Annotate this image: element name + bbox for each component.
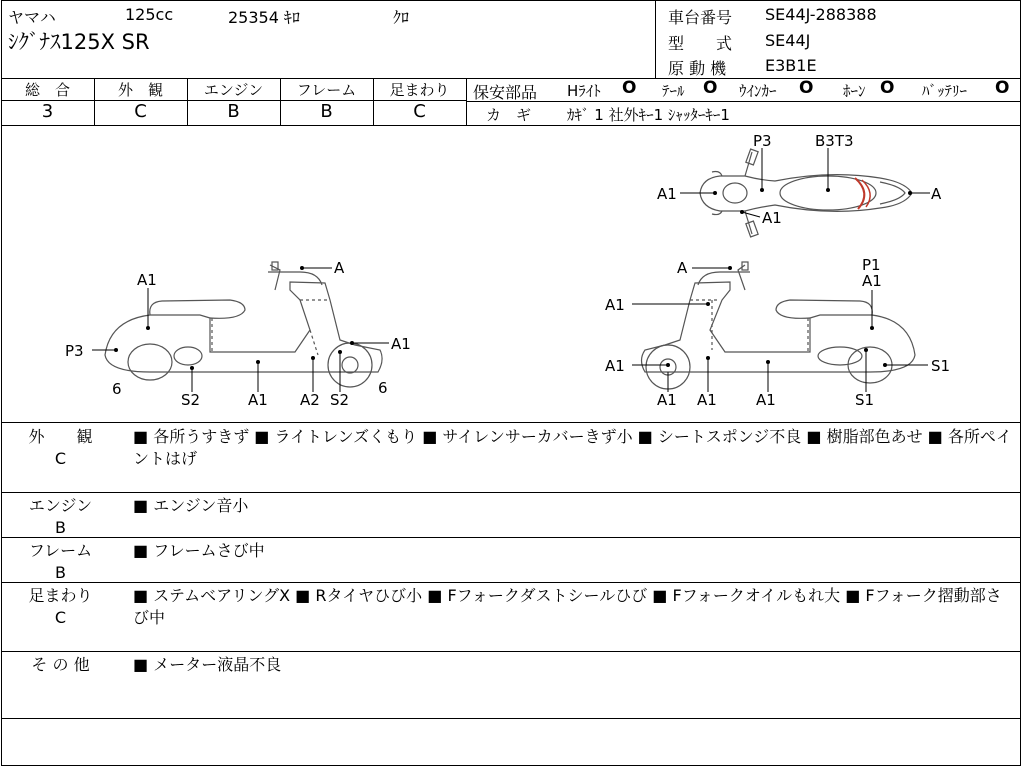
model-name: ｼｸﾞﾅｽ125X SR bbox=[8, 30, 150, 54]
safety-horn-label: ﾎｰﾝ bbox=[843, 82, 866, 100]
grade-exterior-value: C bbox=[134, 101, 147, 122]
top-a-right-label: A bbox=[931, 185, 942, 203]
left-six-right-label: 6 bbox=[378, 379, 388, 397]
safety-parts-label: 保安部品 bbox=[473, 83, 538, 102]
keys-value: ｶｷﾞ 1 社外ｷｰ1 ｼｬｯﾀｰｷｰ1 bbox=[567, 106, 730, 124]
right-a1-wheel-label: A1 bbox=[605, 357, 625, 375]
grade-engine-label: エンジン bbox=[203, 81, 264, 99]
grade-engine-value: B bbox=[227, 101, 240, 122]
divider bbox=[1, 651, 1021, 652]
notes-frame-head: フレーム B bbox=[28, 541, 93, 582]
right-a1-b1-label: A1 bbox=[657, 391, 677, 409]
divider bbox=[1, 422, 1021, 423]
top-b3t3-label: B3T3 bbox=[815, 132, 854, 150]
left-s2-label: S2 bbox=[181, 391, 201, 409]
divider bbox=[1, 718, 1021, 719]
notes-exterior-text: ■ 各所うすきず ■ ライトレンズくもり ■ サイレンサーカバーきず小 ■ シートスポンジ不良 ■ 樹脂部色あせ ■ 各所ペイントはげ bbox=[133, 427, 1012, 468]
grade-suspension-value: C bbox=[413, 101, 426, 122]
safety-winker-mark: O bbox=[799, 78, 814, 98]
left-six-label: 6 bbox=[112, 380, 122, 398]
notes-engine-text: ■ エンジン音小 bbox=[133, 496, 249, 515]
left-a1-right-label: A1 bbox=[391, 335, 411, 353]
frame-number: SE44J-288388 bbox=[765, 5, 877, 24]
left-p3-label: P3 bbox=[65, 342, 84, 360]
notes-other-head: そ の 他 bbox=[31, 655, 90, 674]
notes-suspension-head: 足まわり C bbox=[28, 586, 93, 627]
right-a1-left-label: A1 bbox=[605, 296, 625, 314]
right-a-top-label: A bbox=[677, 259, 688, 277]
left-a1-bottom-label: A1 bbox=[248, 391, 268, 409]
left-a1-top-label: A1 bbox=[137, 271, 157, 289]
divider bbox=[466, 101, 1021, 102]
safety-battery-mark: O bbox=[995, 78, 1010, 98]
top-a1-bottom-label: A1 bbox=[762, 209, 782, 227]
engine-label: 原 動 機 bbox=[668, 59, 727, 78]
grade-overall-value: 3 bbox=[41, 101, 54, 122]
type-value: SE44J bbox=[765, 31, 811, 50]
safety-horn-mark: O bbox=[880, 78, 895, 98]
grade-frame-value: B bbox=[320, 101, 333, 122]
safety-taillight-label: ﾃｰﾙ bbox=[662, 82, 685, 100]
grade-frame-label: フレーム bbox=[296, 81, 357, 99]
right-s1-bottom-label: S1 bbox=[855, 391, 875, 409]
type-label: 型 式 bbox=[668, 34, 733, 53]
left-a2-label: A2 bbox=[300, 391, 320, 409]
divider bbox=[1, 582, 1021, 583]
mileage: 25354 ｷﾛ bbox=[228, 8, 300, 27]
divider bbox=[655, 0, 656, 78]
damage-diagram bbox=[0, 126, 1022, 422]
divider bbox=[1, 492, 1021, 493]
grade-suspension-label: 足まわり bbox=[389, 81, 450, 99]
divider bbox=[1, 537, 1021, 538]
displacement: 125cc bbox=[125, 5, 174, 24]
safety-battery-label: ﾊﾞｯﾃﾘｰ bbox=[922, 82, 968, 100]
grade-overall-label: 総 合 bbox=[24, 81, 70, 99]
notes-other-text: ■ メーター液晶不良 bbox=[133, 655, 282, 674]
right-s1-label: S1 bbox=[931, 357, 951, 375]
top-view-scooter bbox=[700, 149, 912, 237]
left-s2-right-label: S2 bbox=[330, 391, 350, 409]
right-a1-b2-label: A1 bbox=[697, 391, 717, 409]
safety-taillight-mark: O bbox=[703, 78, 718, 98]
frame-label: 車台番号 bbox=[668, 8, 733, 27]
safety-headlight-label: Hﾗｲﾄ bbox=[567, 82, 601, 100]
notes-engine-head: エンジン B bbox=[28, 496, 93, 537]
engine-value: E3B1E bbox=[765, 56, 817, 75]
safety-winker-label: ｳｲﾝｶｰ bbox=[739, 82, 777, 100]
color: ｸﾛ bbox=[393, 8, 410, 27]
maker: ヤマハ bbox=[8, 8, 56, 27]
keys-label: カ ギ bbox=[486, 106, 532, 124]
notes-exterior-head: 外 観 C bbox=[28, 427, 93, 468]
notes-suspension-text: ■ ステムベアリングX ■ Rタイヤひび小 ■ Fフォークダストシールひび ■ Fフォークオイルもれ大 ■ Fフォーク摺動部さび中 bbox=[133, 586, 1002, 627]
grade-exterior-label: 外 観 bbox=[117, 81, 163, 99]
top-p3-label: P3 bbox=[753, 132, 772, 150]
safety-headlight-mark: O bbox=[622, 78, 637, 98]
left-a-top-label: A bbox=[334, 259, 345, 277]
right-a1-seat-label: A1 bbox=[862, 272, 882, 290]
notes-frame-text: ■ フレームさび中 bbox=[133, 541, 265, 560]
right-a1-b3-label: A1 bbox=[756, 391, 776, 409]
top-a1-left-label: A1 bbox=[657, 185, 677, 203]
right-p1-label: P1 bbox=[862, 256, 881, 274]
